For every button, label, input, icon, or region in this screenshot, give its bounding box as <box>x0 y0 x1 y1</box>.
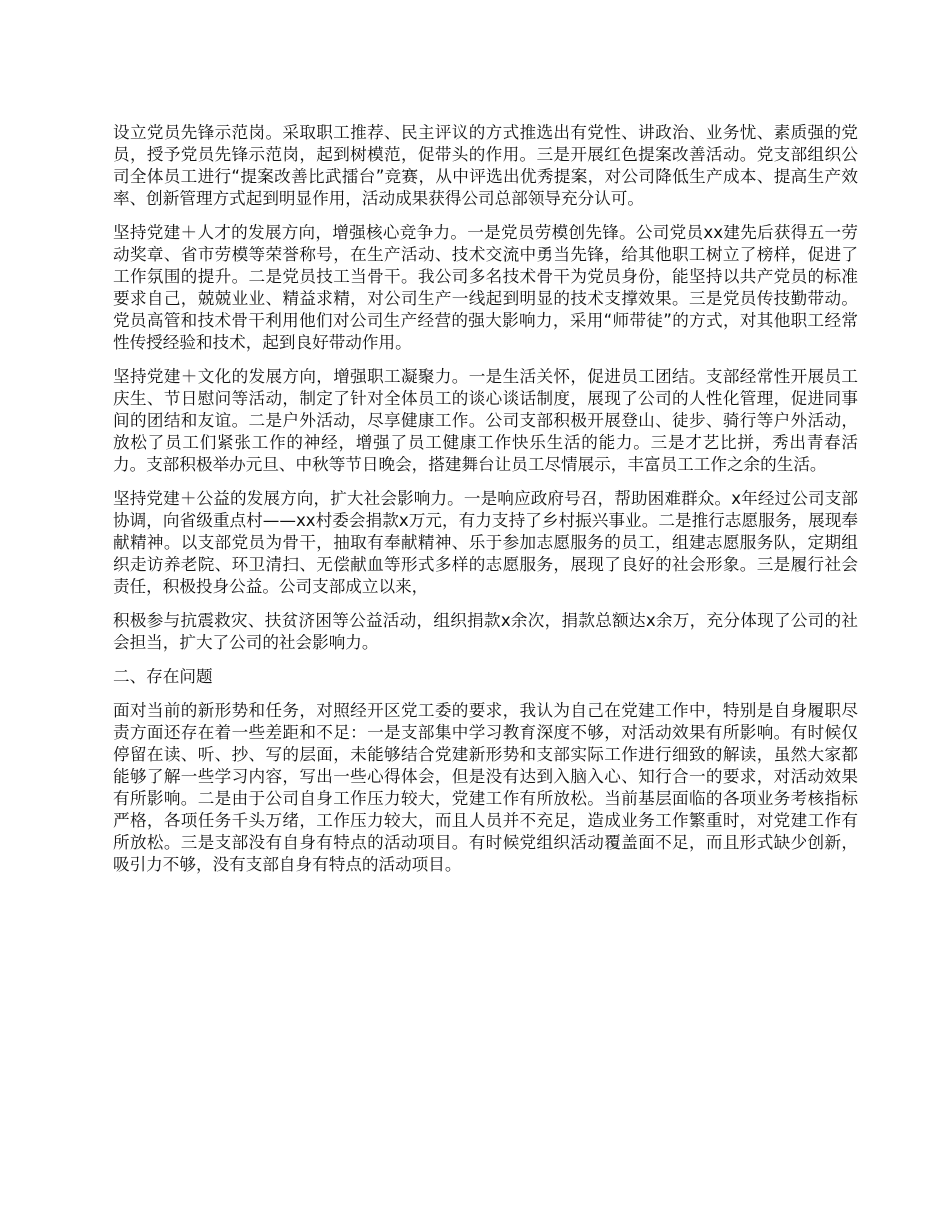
section-heading-problems: 二、存在问题 <box>113 667 213 686</box>
paragraph-public-welfare: 坚持党建＋公益的发展方向，扩大社会影响力。一是响应政府号召，帮助困难群众。x年经过公司支部协调，向省级重点村——xx村委会捐款x万元，有力支持了乡村振兴事业。二是推行志愿服务，展现奉献精神。以支部党员为骨干，抽取有奉献精神、乐于参加志愿服务的员工，组建志愿服务队，定期组织走访养老院、环卫清扫、无偿献血等形式多样的志愿服务，展现了良好的社会形象。三是履行社会责任，积极投身公益。公司支部成立以来， <box>113 489 858 596</box>
paragraph-culture: 坚持党建＋文化的发展方向，增强职工凝聚力。一是生活关怀，促进员工团结。支部经常性开展员工庆生、节日慰问等活动，制定了针对全体员工的谈心谈话制度，展现了公司的人性化管理，促进同事间的团结和友谊。二是户外活动，尽享健康工作。公司支部积极开展登山、徒步、骑行等户外活动，放松了员工们紧张工作的神经，增强了员工健康工作快乐生活的能力。三是才艺比拼，秀出青春活力。支部积极举办元旦、中秋等节日晚会，搭建舞台让员工尽情展示，丰富员工工作之余的生活。 <box>113 367 858 474</box>
paragraph-pioneer-posts: 设立党员先锋示范岗。采取职工推荐、民主评议的方式推选出有党性、讲政治、业务忧、素质强的党员，授予党员先锋示范岗，起到树模范，促带头的作用。三是开展红色提案改善活动。党支部组织公司全体员工进行“提案改善比武擂台”竞赛，从中评选出优秀提案，对公司降低生产成本、提高生产效率、创新管理方式起到明显作用，活动成果获得公司总部领导充分认可。 <box>113 123 858 208</box>
paragraph-public-welfare-continued: 积极参与抗震救灾、扶贫济困等公益活动，组织捐款x余次，捐款总额达x余万，充分体现了公司的社会担当，扩大了公司的社会影响力。 <box>113 611 858 652</box>
paragraph-talent: 坚持党建＋人才的发展方向，增强核心竞争力。一是党员劳模创先锋。公司党员xx建先后获得五一劳动奖章、省市劳模等荣誉称号，在生产活动、技术交流中勇当先锋，给其他职工树立了榜样，促进了工作氛围的提升。二是党员技工当骨干。我公司多名技术骨干为党员身份，能坚持以共产党员的标准要求自己，兢兢业业、精益求精，对公司生产一线起到明显的技术支撑效果。三是党员传技勤带动。党员高管和技术骨干利用他们对公司生产经营的强大影响力，采用“师带徒”的方式，对其他职工经常性传授经验和技术，起到良好带动作用。 <box>113 223 858 352</box>
paragraph-problems: 面对当前的新形势和任务，对照经开区党工委的要求，我认为自己在党建工作中，特别是自身履职尽责方面还存在着一些差距和不足：一是支部集中学习教育深度不够，对活动效果有所影响。有时候仅停留在读、听、抄、写的层面，未能够结合党建新形势和支部实际工作进行细致的解读，虽然大家都能够了解一些学习内容，写出一些心得体会，但是没有达到入脑入心、知行合一的要求，对活动效果有所影响。二是由于公司自身工作压力较大，党建工作有所放松。当前基层面临的各项业务考核指标严格，各项任务千头万绪，工作压力较大，而且人员并不充足，造成业务工作繁重时，对党建工作有所放松。三是支部没有自身有特点的活动项目。有时候党组织活动覆盖面不足，而且形式缺少创新，吸引力不够，没有支部自身有特点的活动项目。 <box>113 701 858 874</box>
document-page <box>113 122 858 888</box>
